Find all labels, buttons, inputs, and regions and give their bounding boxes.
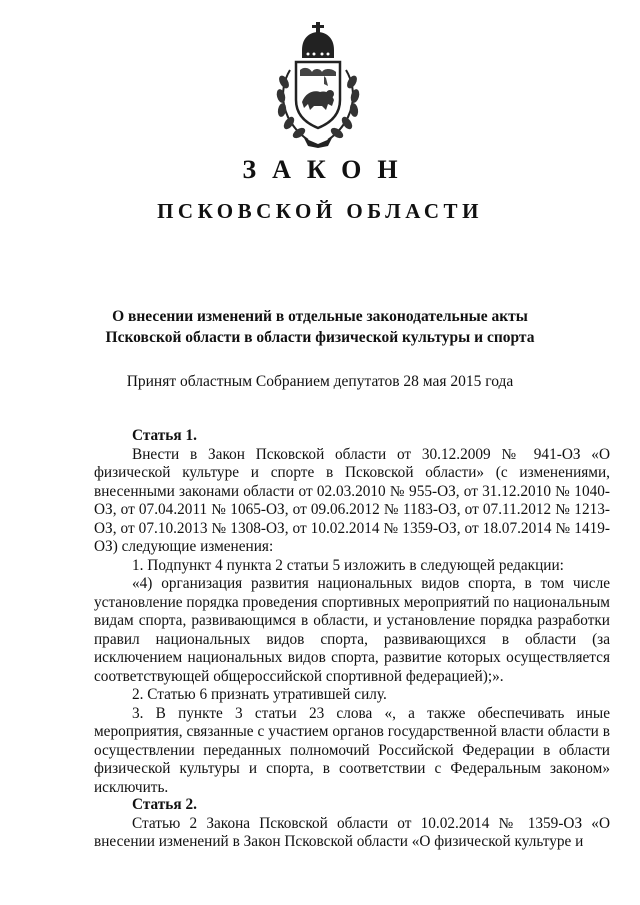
document-title	[0, 306, 640, 348]
article-1-item-2: 2. Статью 6 признать утратившей силу.	[132, 686, 387, 703]
article-1-item-3: 3. В пункте 3 статьи 23 слова «, а также обеспечивать иные мероприятия, связанные с участием органов государственной власти области в осуществлении переданных полномочий Российской Федерации в области физической культуры и спорта, в соответствии с Федеральным законом» исключить.	[94, 704, 610, 796]
article-2	[94, 796, 610, 852]
document-title-line-2: Псковской области в области физической культуры и спорта	[105, 329, 535, 346]
article-1-item-1: 1. Подпункт 4 пункта 2 статьи 5 изложить в следующей редакции:	[132, 556, 564, 574]
document-title-line-1: О внесении изменений в отдельные законодательные акты	[112, 308, 528, 325]
article-2-heading: Статья 2.	[132, 796, 197, 813]
adoption-note: Принят областным Собранием депутатов 28 мая 2015 года	[126, 373, 514, 390]
law-heading: ЗАКОН	[242, 155, 414, 184]
article-1	[94, 427, 610, 797]
article-2-intro: Статью 2 Закона Псковской области от 10.02.2014 № 1359-ОЗ «О внесении изменений в Закон Псковской области «О физической культуре и	[94, 814, 610, 850]
article-1-intro: Внести в Закон Псковской области от 30.12.2009 № 941-ОЗ «О физической культуре и спорте в Псковской области» (с изменениями, внесенными законами области от 02.03.2010 № 955-ОЗ, от 31.12.2010 № 1040-ОЗ, от 07.04.2011 № 1065-ОЗ, от 09.06.2012 № 1183-ОЗ, от 07.11.2012 № 1213-ОЗ, от 07.10.2013 № 1308-ОЗ, от 10.02.2014 № 1359-ОЗ, от 18.07.2014 № 1419-ОЗ) следующие изменения:	[94, 445, 610, 555]
article-1-heading: Статья 1.	[132, 427, 197, 444]
pskov-coat-of-arms-icon	[268, 20, 368, 150]
region-heading: ПСКОВСКОЙ ОБЛАСТИ	[157, 199, 483, 223]
article-1-item-1-text: «4) организация развития национальных видов спорта, в том числе установление порядка проведения спортивных мероприятий по национальным видам спорта, развивающимся в области, и установление порядка разработки правил национальных видов спорта, развивающихся в области (за исключением национальных видов спорта, развитие которых осуществляется соответствующей общероссийской спортивной федерацией);».	[94, 575, 610, 685]
